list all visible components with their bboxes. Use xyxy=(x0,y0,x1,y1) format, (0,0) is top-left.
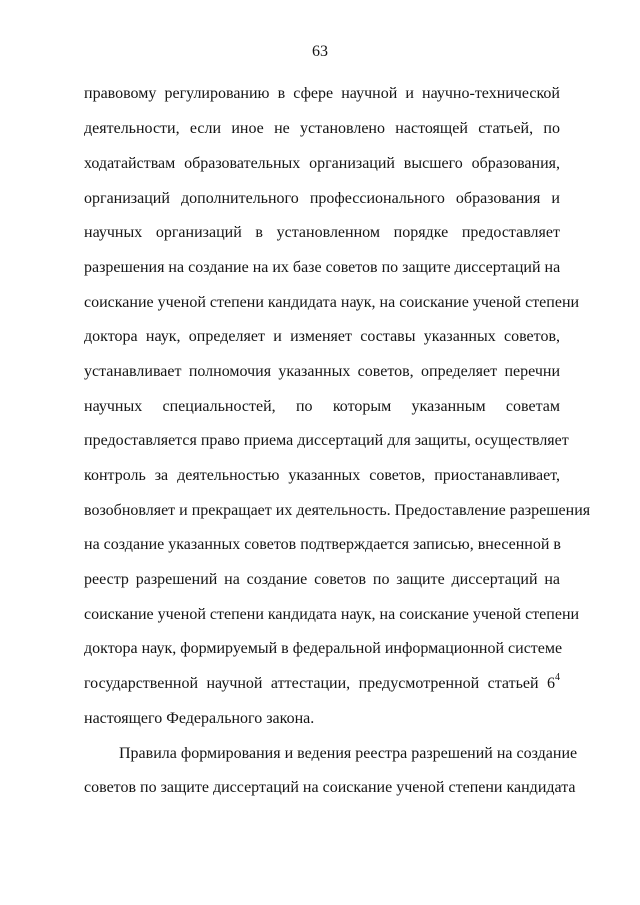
text-line: правовому регулированию в сфере научной и научно-технической xyxy=(84,85,560,102)
text-line: ходатайствам образовательных организаций высшего образования, xyxy=(84,155,560,172)
text-line: устанавливает полномочия указанных советов, определяет перечни xyxy=(84,363,560,380)
text-line-body: государственной научной аттестации, предусмотренной статьей 6 xyxy=(84,675,555,692)
text-line: на создание указанных советов подтверждается записью, внесенной в xyxy=(84,536,561,553)
superscript: 4 xyxy=(555,671,560,683)
text-line: научных специальностей, по которым указанным советам xyxy=(84,398,560,415)
text-line: доктора наук, формируемый в федеральной информационной системе xyxy=(84,640,563,657)
text-line: возобновляет и прекращает их деятельность. Предоставление разрешения xyxy=(84,502,591,519)
text-line: организаций дополнительного профессионального образования и xyxy=(84,190,560,207)
text-line: предоставляется право приема диссертаций для защиты, осуществляет xyxy=(84,432,569,449)
text-line: научных организаций в установленном порядке предоставляет xyxy=(84,224,560,241)
text-line: контроль за деятельностью указанных советов, приостанавливает, xyxy=(84,467,560,484)
text-line: настоящего Федерального закона. xyxy=(84,710,315,727)
text-line: соискание ученой степени кандидата наук, на соискание ученой степени xyxy=(84,294,580,311)
text-line: деятельности, если иное не установлено настоящей статьей, по xyxy=(84,120,560,137)
text-line: соискание ученой степени кандидата наук, на соискание ученой степени xyxy=(84,606,580,623)
text-line: доктора наук, определяет и изменяет составы указанных советов, xyxy=(84,328,560,345)
text-line-with-superscript xyxy=(84,671,560,694)
text-line: разрешения на создание на их базе советов по защите диссертаций на xyxy=(84,259,561,276)
text-line: советов по защите диссертаций на соискание ученой степени кандидата xyxy=(84,779,576,796)
page-number: 63 xyxy=(312,43,328,60)
text-line: реестр разрешений на создание советов по защите диссертаций на xyxy=(84,571,560,588)
text-line: Правила формирования и ведения реестра разрешений на создание xyxy=(119,745,578,762)
